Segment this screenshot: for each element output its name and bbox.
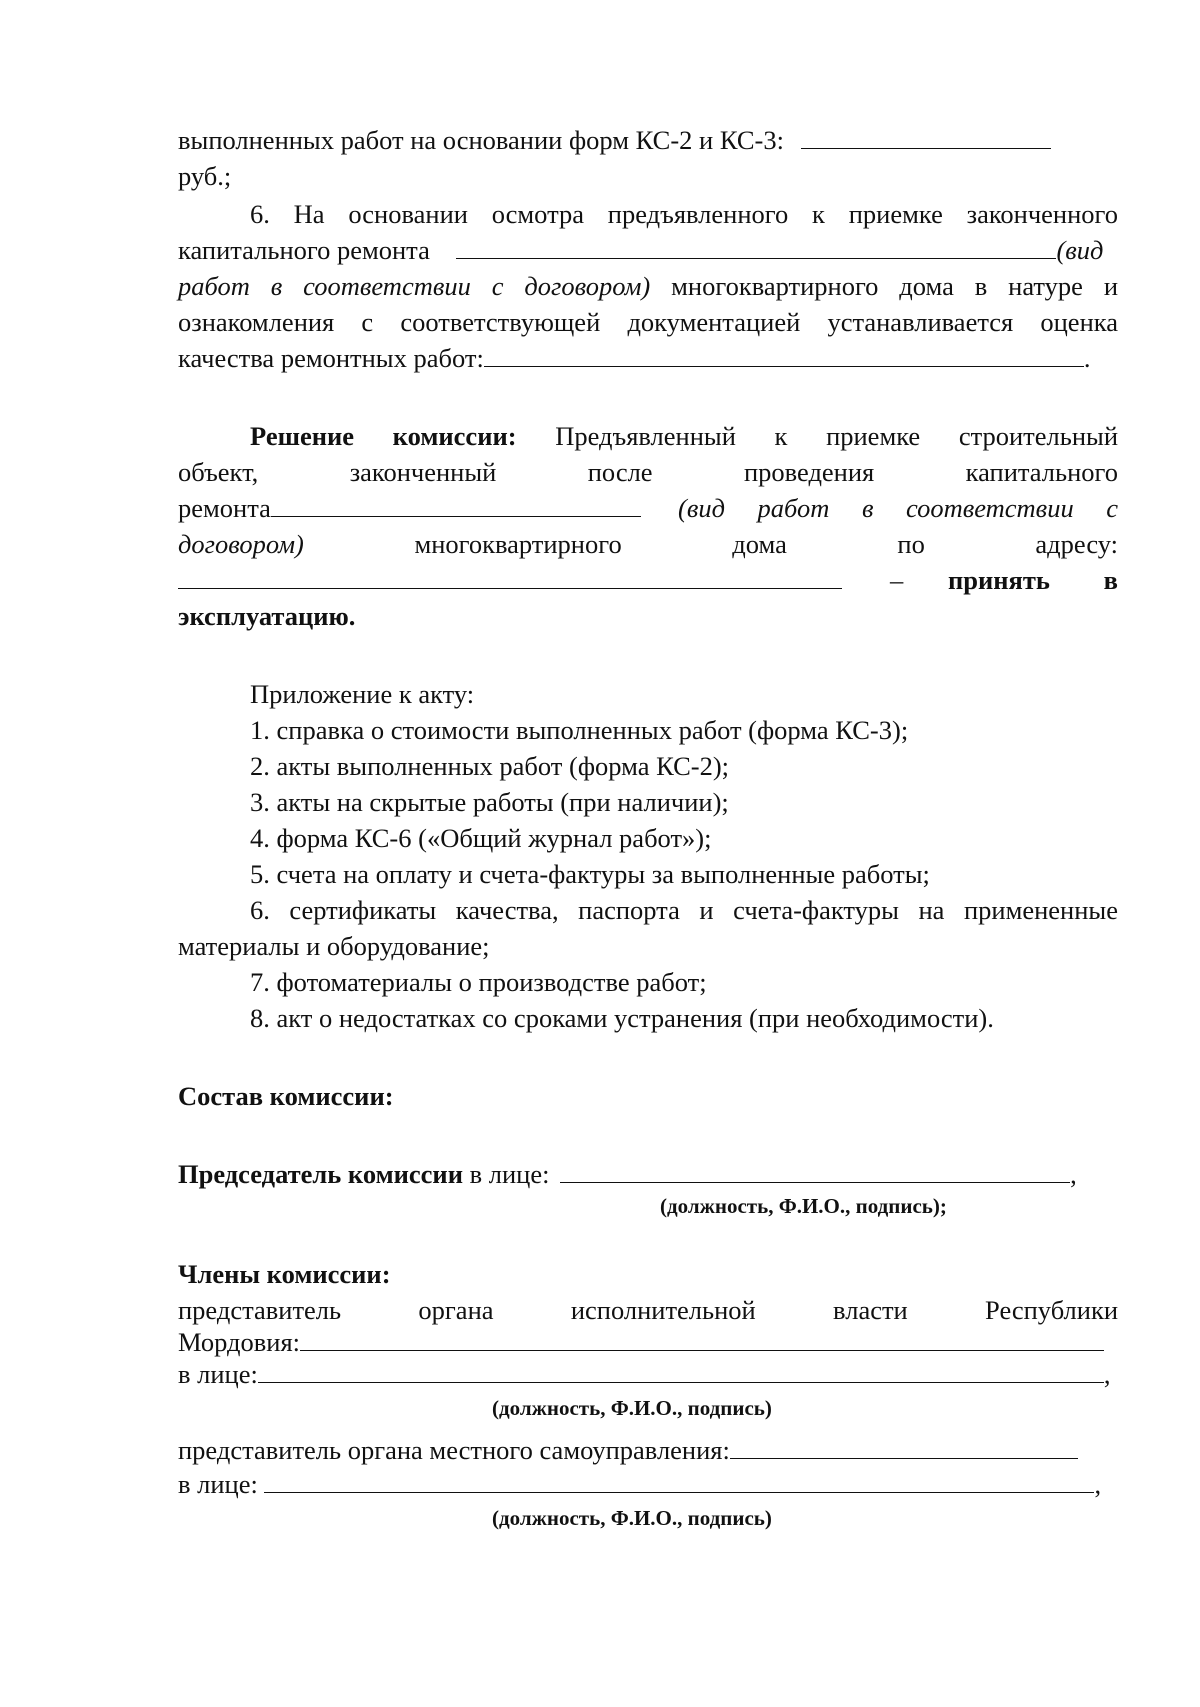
appendix-item: 8. акт о недостатках со сроками устранения (при необходимости).	[250, 1003, 994, 1033]
decision-line1	[178, 418, 1118, 454]
chair-comma: ,	[1070, 1159, 1077, 1189]
rep1-region: Мордовия:	[178, 1327, 301, 1357]
decision-accept: принять в	[948, 565, 1118, 595]
chair-blank	[560, 1156, 1070, 1183]
rep1-blank	[300, 1324, 1104, 1351]
rep1-line2	[178, 1324, 1118, 1360]
decision-line3	[178, 490, 1118, 526]
rep2-line1	[178, 1432, 1118, 1468]
rep1-comma: ,	[1103, 1359, 1111, 1389]
p5-line2: руб.;	[178, 161, 232, 191]
appendix-item: 1. справка о стоимости выполненных работ (форма КС-3);	[250, 715, 909, 745]
p6-line3-text: многоквартирного дома в натуре и	[671, 271, 1118, 301]
decision-line4-italic: договором)	[178, 529, 304, 559]
amount-blank	[801, 122, 1051, 149]
appendix-item: 4. форма КС-6 («Общий журнал работ»);	[250, 823, 712, 853]
appendix-item: 7. фотоматериалы о производстве работ;	[250, 967, 707, 997]
p6-line4: ознакомления с соответствующей документацией устанавливается оценка	[178, 307, 1118, 337]
p6-line1: 6. На основании осмотра предъявленного к приемке законченного	[250, 199, 1118, 229]
p6-line5	[178, 340, 1118, 376]
rep2-blank	[730, 1432, 1078, 1459]
rep1-face: в лице:	[178, 1359, 258, 1389]
rep1-line1: представитель органа исполнительной власти Республики	[178, 1295, 1118, 1325]
p6-line5-text: качества ремонтных работ:	[178, 343, 484, 373]
decision-line3-text: ремонта	[178, 493, 271, 523]
decision-line1-text: Предъявленный к приемке строительный	[555, 421, 1119, 451]
p6-line5-end: .	[1083, 343, 1091, 373]
repair-blank	[271, 490, 641, 517]
rep2-face-line	[178, 1466, 1118, 1502]
decision-line3-italic: (вид работ в соответствии с	[678, 493, 1118, 523]
decision-line4	[178, 526, 1118, 562]
chair-caption: (должность, Ф.И.О., подпись);	[660, 1194, 947, 1218]
chair-face: в лице:	[469, 1159, 550, 1189]
appendix-item: 2. акты выполненных работ (форма КС-2);	[250, 751, 730, 781]
work-type-blank	[456, 232, 1056, 259]
rep2-comma: ,	[1094, 1469, 1102, 1499]
chair-label: Председатель комиссии	[178, 1159, 463, 1189]
decision-line6: эксплуатацию.	[178, 601, 356, 631]
appendix-item: 3. акты на скрытые работы (при наличии);	[250, 787, 729, 817]
appendix-item: 5. счета на оплату и счета-фактуры за выполненные работы;	[250, 859, 930, 889]
p5-line1	[178, 122, 1118, 158]
decision-label: Решение комиссии:	[250, 421, 517, 451]
decision-line2: объект, законченный после проведения капитального	[178, 457, 1118, 487]
quality-blank	[484, 340, 1084, 367]
p6-line3	[178, 268, 1118, 304]
chair-line	[178, 1156, 1118, 1192]
rep1-face-line	[178, 1356, 1118, 1392]
p5-text: выполненных работ на основании форм КС-2 и КС-3:	[178, 125, 784, 155]
rep1-caption: (должность, Ф.И.О., подпись)	[492, 1396, 772, 1420]
rep2-caption: (должность, Ф.И.О., подпись)	[492, 1506, 772, 1530]
members-title: Члены комиссии:	[178, 1259, 391, 1289]
rep2-face-blank	[264, 1466, 1094, 1493]
address-blank	[178, 562, 842, 589]
decision-line5	[178, 562, 1118, 598]
appendix-title: Приложение к акту:	[250, 679, 475, 709]
appendix-item-cont: материалы и оборудование;	[178, 931, 490, 961]
p6-line2-text: капитального ремонта	[178, 235, 430, 265]
rep1-face-blank	[258, 1356, 1104, 1383]
decision-dash: –	[890, 565, 904, 595]
rep2-face: в лице:	[178, 1469, 258, 1499]
p6-line3-italic: работ в соответствии с договором)	[178, 271, 651, 301]
p6-line2-italic: (вид	[1056, 235, 1104, 265]
commission-title: Состав комиссии:	[178, 1081, 394, 1111]
decision-line4-text: многоквартирного дома по адресу:	[414, 529, 1118, 559]
p6-line2	[178, 232, 1118, 268]
appendix-item: 6. сертификаты качества, паспорта и счета-фактуры на примененные	[250, 895, 1118, 925]
rep2-label: представитель органа местного самоуправления:	[178, 1435, 730, 1465]
